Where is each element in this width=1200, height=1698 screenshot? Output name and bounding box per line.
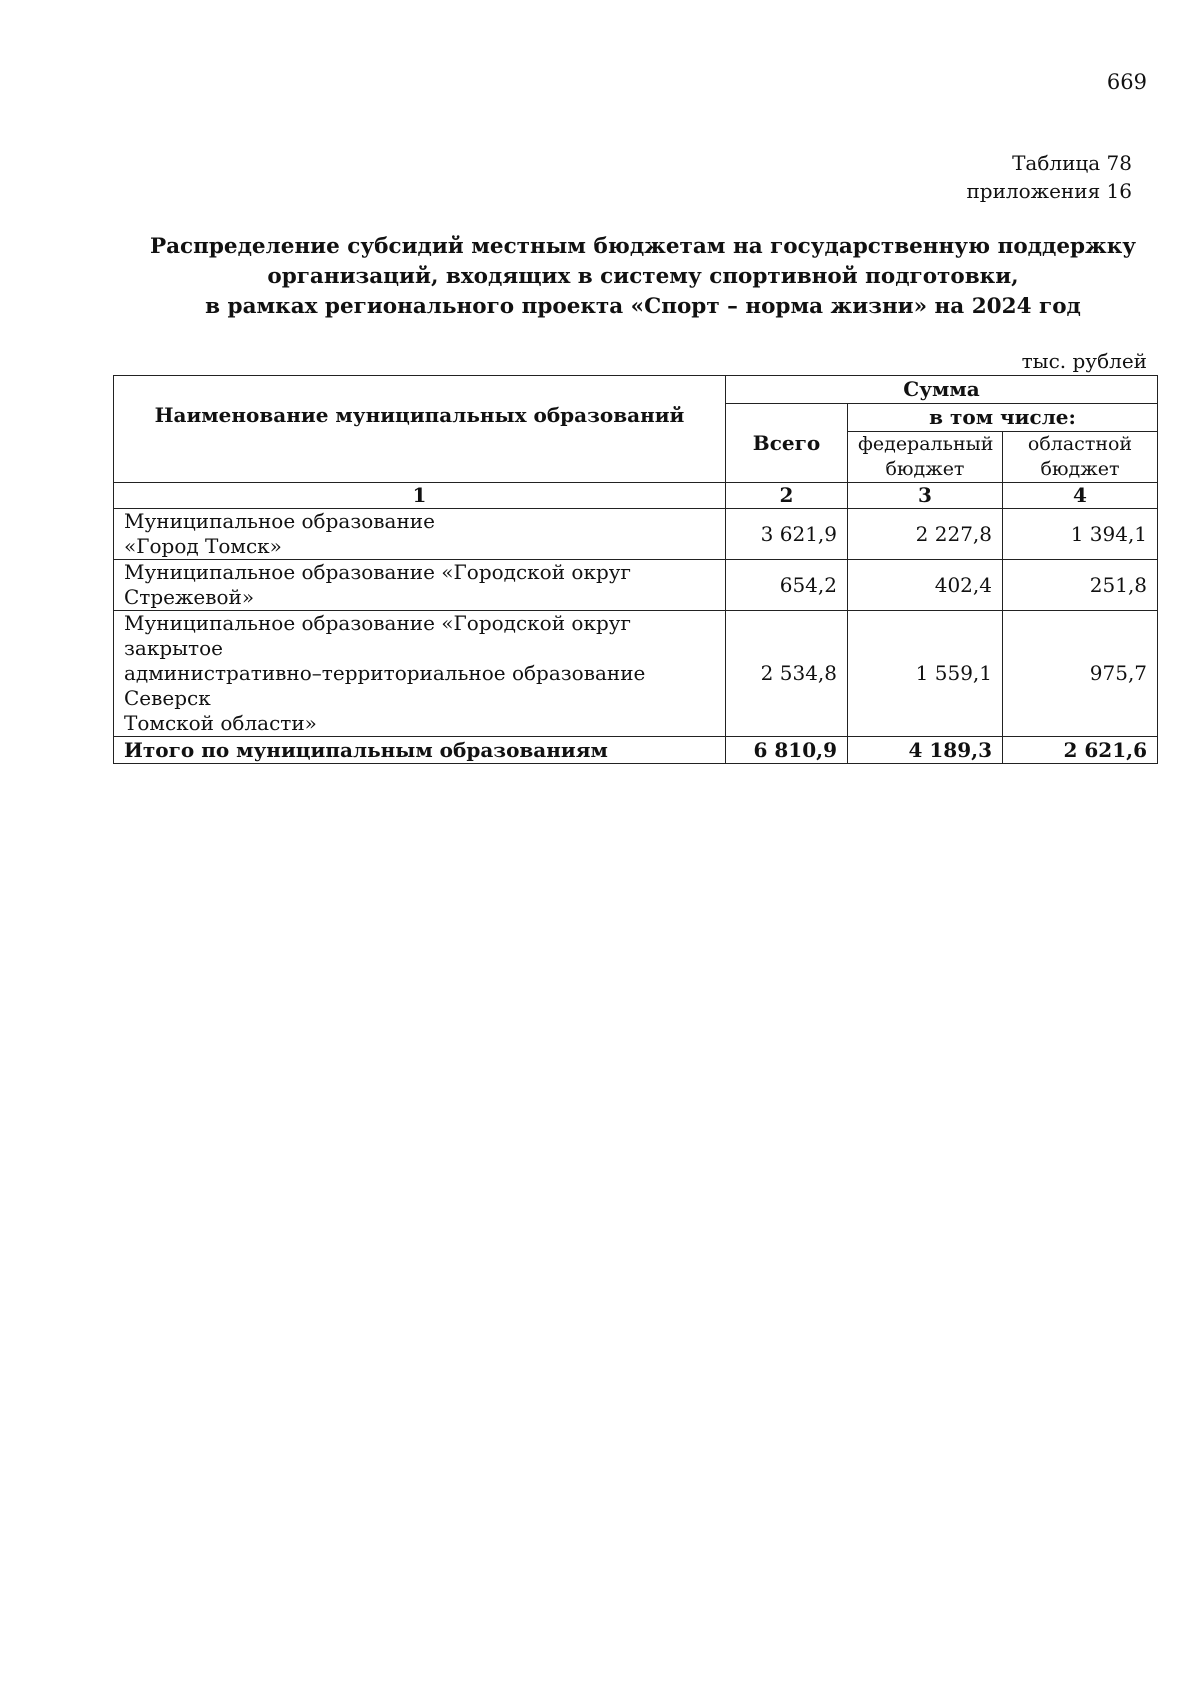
header-sum: Сумма: [726, 376, 1158, 404]
page-number: 669: [1106, 70, 1147, 94]
name-line: «Город Томск»: [124, 534, 282, 558]
header-federal-line-1: федеральный: [858, 433, 994, 455]
value-total: 654,2: [726, 560, 848, 611]
table-reference-line-2: приложения 16: [966, 179, 1132, 203]
document-title-line-2: организаций, входящих в систему спортивной подготовки,: [267, 264, 1019, 289]
document-title-line-3: в рамках регионального проекта «Спорт – норма жизни» на 2024 год: [205, 294, 1081, 319]
header-name: Наименование муниципальных образований: [114, 376, 726, 483]
column-number: 1: [114, 483, 726, 509]
header-total: Всего: [726, 404, 848, 483]
column-number-row: [114, 483, 1158, 509]
name-line: административно–территориальное образование Северск: [124, 661, 646, 710]
value-regional: 975,7: [1003, 611, 1158, 737]
units-label: тыс. рублей: [1021, 349, 1147, 373]
table-row: [114, 560, 1158, 611]
totals-federal: 4 189,3: [848, 737, 1003, 764]
header-federal: [848, 432, 1003, 483]
value-total: 3 621,9: [726, 509, 848, 560]
table-row: [114, 611, 1158, 737]
header-regional: [1003, 432, 1158, 483]
value-federal: 2 227,8: [848, 509, 1003, 560]
value-federal: 402,4: [848, 560, 1003, 611]
column-number: 3: [848, 483, 1003, 509]
value-regional: 1 394,1: [1003, 509, 1158, 560]
header-row-1: [114, 376, 1158, 404]
totals-row: [114, 737, 1158, 764]
document-title-line-1: Распределение субсидий местным бюджетам на государственную поддержку: [149, 234, 1137, 259]
municipality-name: [114, 560, 726, 611]
column-number: 4: [1003, 483, 1158, 509]
document-title: [113, 232, 1173, 322]
name-line: Томской области»: [124, 711, 317, 735]
table-reference-line-1: Таблица 78: [1012, 151, 1132, 175]
name-line: Стрежевой»: [124, 585, 255, 609]
header-regional-line-2: бюджет: [1040, 458, 1120, 480]
totals-total: 6 810,9: [726, 737, 848, 764]
municipality-name: [114, 509, 726, 560]
table-row: [114, 509, 1158, 560]
header-regional-line-1: областной: [1027, 433, 1133, 455]
table-reference: [966, 149, 1132, 205]
name-line: Муниципальное образование «Городской округ закрытое: [124, 611, 632, 660]
municipality-name: [114, 611, 726, 737]
name-line: Муниципальное образование «Городской округ: [124, 560, 632, 584]
totals-label: Итого по муниципальным образованиям: [114, 737, 726, 764]
value-total: 2 534,8: [726, 611, 848, 737]
column-number: 2: [726, 483, 848, 509]
totals-regional: 2 621,6: [1003, 737, 1158, 764]
value-regional: 251,8: [1003, 560, 1158, 611]
value-federal: 1 559,1: [848, 611, 1003, 737]
header-including: в том числе:: [848, 404, 1158, 432]
name-line: Муниципальное образование: [124, 509, 435, 533]
subsidy-table: [113, 375, 1158, 764]
header-federal-line-2: бюджет: [885, 458, 965, 480]
